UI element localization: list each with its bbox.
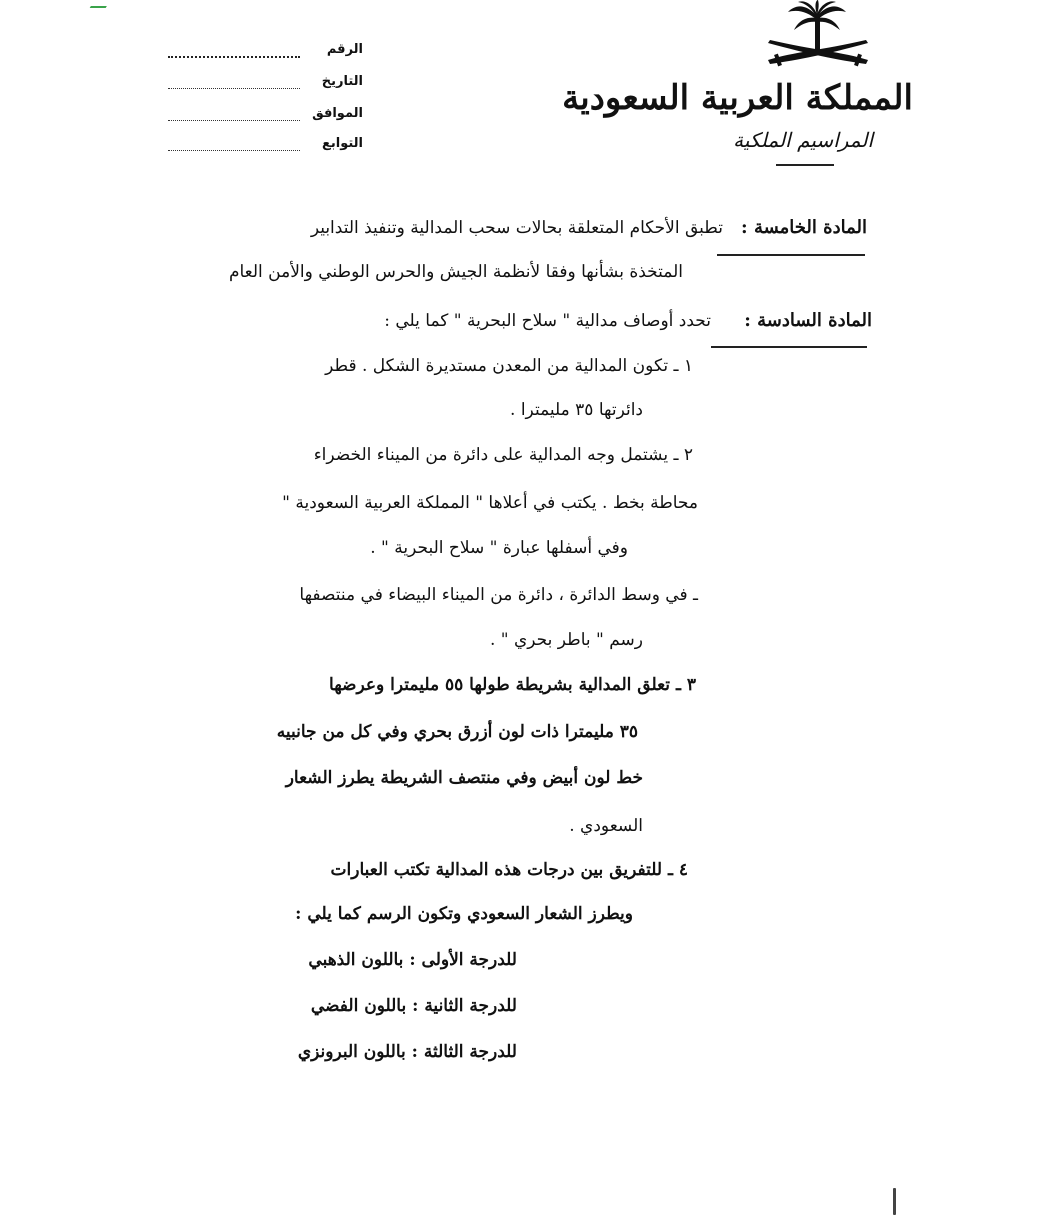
item1-text-line: ١ ـ تكون المدالية من المعدن مستديرة الشكل . قطر	[325, 356, 693, 376]
degree-second-line: للدرجة الثانية : باللون الفضي	[310, 996, 517, 1016]
article6-text-line: تحدد أوصاف مدالية " سلاح البحرية " كما يلي :	[384, 311, 711, 331]
item2-text-line: محاطة بخط . يكتب في أعلاها " المملكة العربية السعودية "	[282, 493, 698, 513]
article5-underline	[717, 254, 865, 256]
royal-decrees-subtitle: المراسيم الملكية	[733, 128, 873, 152]
item3-text-line: السعودي .	[569, 816, 643, 836]
item3-text-line: ٣٥ مليمترا ذات لون أزرق بحري وفي كل من جانبيه	[276, 722, 638, 742]
article6-underline	[711, 346, 867, 348]
palm-swords-emblem-icon	[758, 0, 878, 72]
ref-attachments-field	[168, 136, 363, 158]
ref-number-line	[168, 56, 300, 58]
item4-text-line: ٤ ـ للتفريق بين درجات هذه المدالية تكتب العبارات	[330, 860, 688, 880]
ref-date-line	[168, 88, 300, 89]
item3-text-line: خط لون أبيض وفي منتصف الشريطة يطرز الشعار	[285, 768, 643, 788]
article6-label: المادة السادسة :	[744, 310, 872, 331]
article5-label: المادة الخامسة :	[741, 217, 867, 238]
item2b-text-line: رسم " باطر بحري " .	[489, 630, 643, 650]
ref-attachments-label: التوابع	[321, 136, 363, 151]
ref-correspondence-field	[168, 106, 363, 128]
item4-text-line: ويطرز الشعار السعودي وتكون الرسم كما يلي :	[295, 904, 633, 924]
ref-number-field	[168, 42, 363, 64]
ref-correspondence-label: الموافق	[312, 106, 363, 121]
kingdom-title: المملكة العربية السعودية	[562, 78, 913, 118]
ref-date-field	[168, 74, 363, 96]
ref-number-label: الرقم	[326, 42, 363, 57]
item2-text-line: وفي أسفلها عبارة " سلاح البحرية " .	[370, 538, 628, 558]
item2-text-line: ٢ ـ يشتمل وجه المدالية على دائرة من الميناء الخضراء	[313, 445, 693, 465]
degree-third-line: للدرجة الثالثة : باللون البرونزي	[297, 1042, 517, 1062]
ref-date-label: التاريخ	[321, 74, 363, 89]
article5-text-line: تطبق الأحكام المتعلقة بحالات سحب المدالية وتنفيذ التدابير	[310, 218, 723, 238]
item2b-text-line: ـ في وسط الدائرة ، دائرة من الميناء البيضاء في منتصفها	[299, 585, 698, 605]
page-edge-mark	[893, 1188, 896, 1215]
degree-first-line: للدرجة الأولى : باللون الذهبي	[308, 950, 517, 970]
title-divider	[776, 164, 834, 166]
article5-text-line: المتخذة بشأنها وفقا لأنظمة الجيش والحرس الوطني والأمن العام	[228, 262, 683, 282]
ref-correspondence-line	[168, 120, 300, 121]
ref-attachments-line	[168, 150, 300, 151]
item3-text-line: ٣ ـ تعلق المدالية بشريطة طولها ٥٥ مليمترا وعرضها	[329, 675, 696, 695]
green-pen-mark	[90, 0, 111, 8]
item1-text-line: دائرتها ٣٥ مليمترا .	[510, 400, 643, 420]
